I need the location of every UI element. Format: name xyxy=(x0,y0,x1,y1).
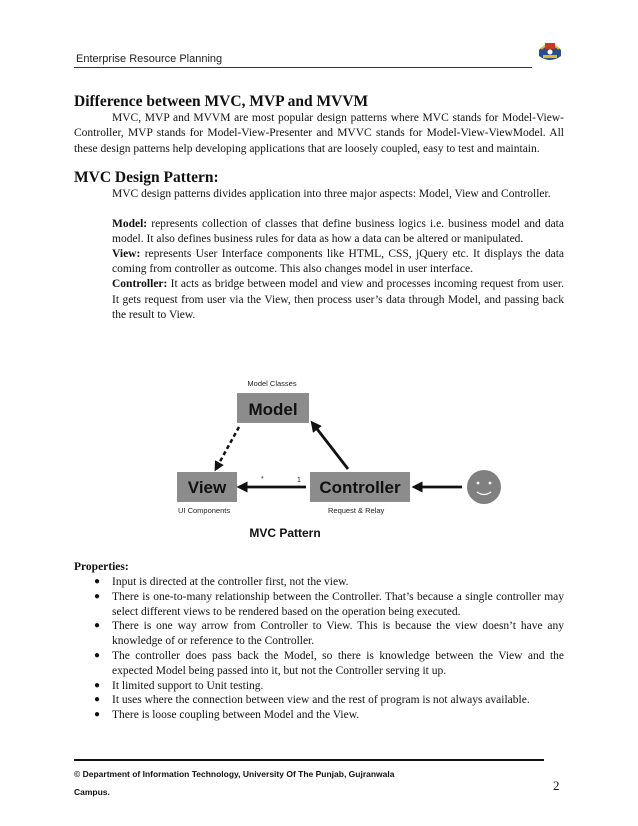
model-caption: Model Classes xyxy=(247,379,297,388)
controller-caption: Request & Relay xyxy=(328,506,385,515)
bullet-icon: ● xyxy=(94,694,101,706)
view-label: View xyxy=(187,478,227,497)
list-item xyxy=(94,590,564,620)
bullet-icon: ● xyxy=(94,590,101,602)
university-logo xyxy=(535,34,565,64)
bullet-icon: ● xyxy=(94,576,101,587)
header-rule xyxy=(74,67,532,68)
header-title: Enterprise Resource Planning xyxy=(76,53,223,65)
list-item xyxy=(94,649,564,679)
multiplicity-many: * xyxy=(261,476,264,483)
list-item-text: There is one-to-many relationship between the Controller. That’s because a single controller may select different views to be rendered based on the operation being executed. xyxy=(112,590,564,618)
properties-title: Properties: xyxy=(74,561,129,573)
section-paragraph-mvc: MVC design patterns divides application into three major aspects: Model, View and Controller. xyxy=(112,188,551,201)
diagram-title: MVC Pattern xyxy=(249,526,321,540)
user-smiley-icon xyxy=(467,470,501,504)
bullet-icon: ● xyxy=(94,620,101,632)
bullet-icon: ● xyxy=(94,709,101,721)
page-number: 2 xyxy=(553,778,560,793)
list-item-text: Input is directed at the controller first, not the view. xyxy=(112,576,349,588)
list-item xyxy=(94,679,564,694)
multiplicity-one: 1 xyxy=(297,477,301,484)
main-content xyxy=(74,93,564,323)
definition-controller xyxy=(112,277,564,323)
footer-line-department: © Department of Information Technology, University Of The Punjab, Gujranwala xyxy=(74,769,395,779)
list-item xyxy=(94,575,564,590)
view-caption: UI Components xyxy=(178,506,231,515)
list-item-text: It limited support to Unit testing. xyxy=(112,679,264,692)
definition-term: Controller: xyxy=(112,278,168,291)
list-item xyxy=(94,708,564,723)
mvc-diagram xyxy=(172,375,512,543)
definition-text: It acts as bridge between model and view and processes incoming request from user. It gets request from user via the View, then process user’s data through Model, and passing back the result to View. xyxy=(112,278,565,321)
footer-line-campus: Campus. xyxy=(74,787,110,797)
controller-label: Controller xyxy=(319,478,401,497)
list-item-text: There is one way arrow from Controller to View. This is because the view doesn’t have any knowledge of or reference to the Controller. xyxy=(112,620,564,648)
properties-section xyxy=(74,561,564,723)
list-item xyxy=(94,693,564,708)
list-item xyxy=(94,619,564,649)
list-item-text: The controller does pass back the Model, so there is knowledge between the View and the expected Model being passed into it, but not the Controller serving it up. xyxy=(112,649,564,677)
definition-text: represents User Interface components like HTML, CSS, jQuery etc. It displays the data coming from controller as outcome. This also changes model in user interface. xyxy=(112,248,564,276)
properties-list xyxy=(74,575,564,723)
list-item-text: It uses where the connection between view and the rest of program is not always available. xyxy=(112,694,530,707)
bullet-icon: ● xyxy=(94,649,101,661)
definition-text: represents collection of classes that define business logics i.e. business model and data model. It also defines business rules for data as how a data can be altered or manipulated. xyxy=(112,217,564,245)
definition-list xyxy=(112,217,564,323)
footer-rule xyxy=(74,759,544,761)
model-label: Model xyxy=(248,400,298,419)
arrow-model-to-view xyxy=(217,427,239,467)
definition-term: View: xyxy=(112,248,141,261)
definition-term: Model: xyxy=(112,217,148,230)
list-item-text: There is loose coupling between Model and the View. xyxy=(112,709,360,722)
arrow-controller-to-model xyxy=(314,425,348,469)
section-heading-difference: Difference between MVC, MVP and MVVM xyxy=(74,93,369,110)
section-paragraph-difference: MVC, MVP and MVVM are most popular design patterns where MVC stands for Model-View-Controller, MVP stands for Model-View-Presenter and MVVC stands for Model-View-ViewModel. All these design patterns help developing applications that are loosely coupled, easy to test and maintain. xyxy=(74,112,564,155)
definition-model xyxy=(112,217,564,247)
definition-view xyxy=(112,247,564,277)
footer-text xyxy=(74,765,514,801)
bullet-icon: ● xyxy=(94,679,101,691)
section-heading-mvc: MVC Design Pattern: xyxy=(74,169,219,187)
